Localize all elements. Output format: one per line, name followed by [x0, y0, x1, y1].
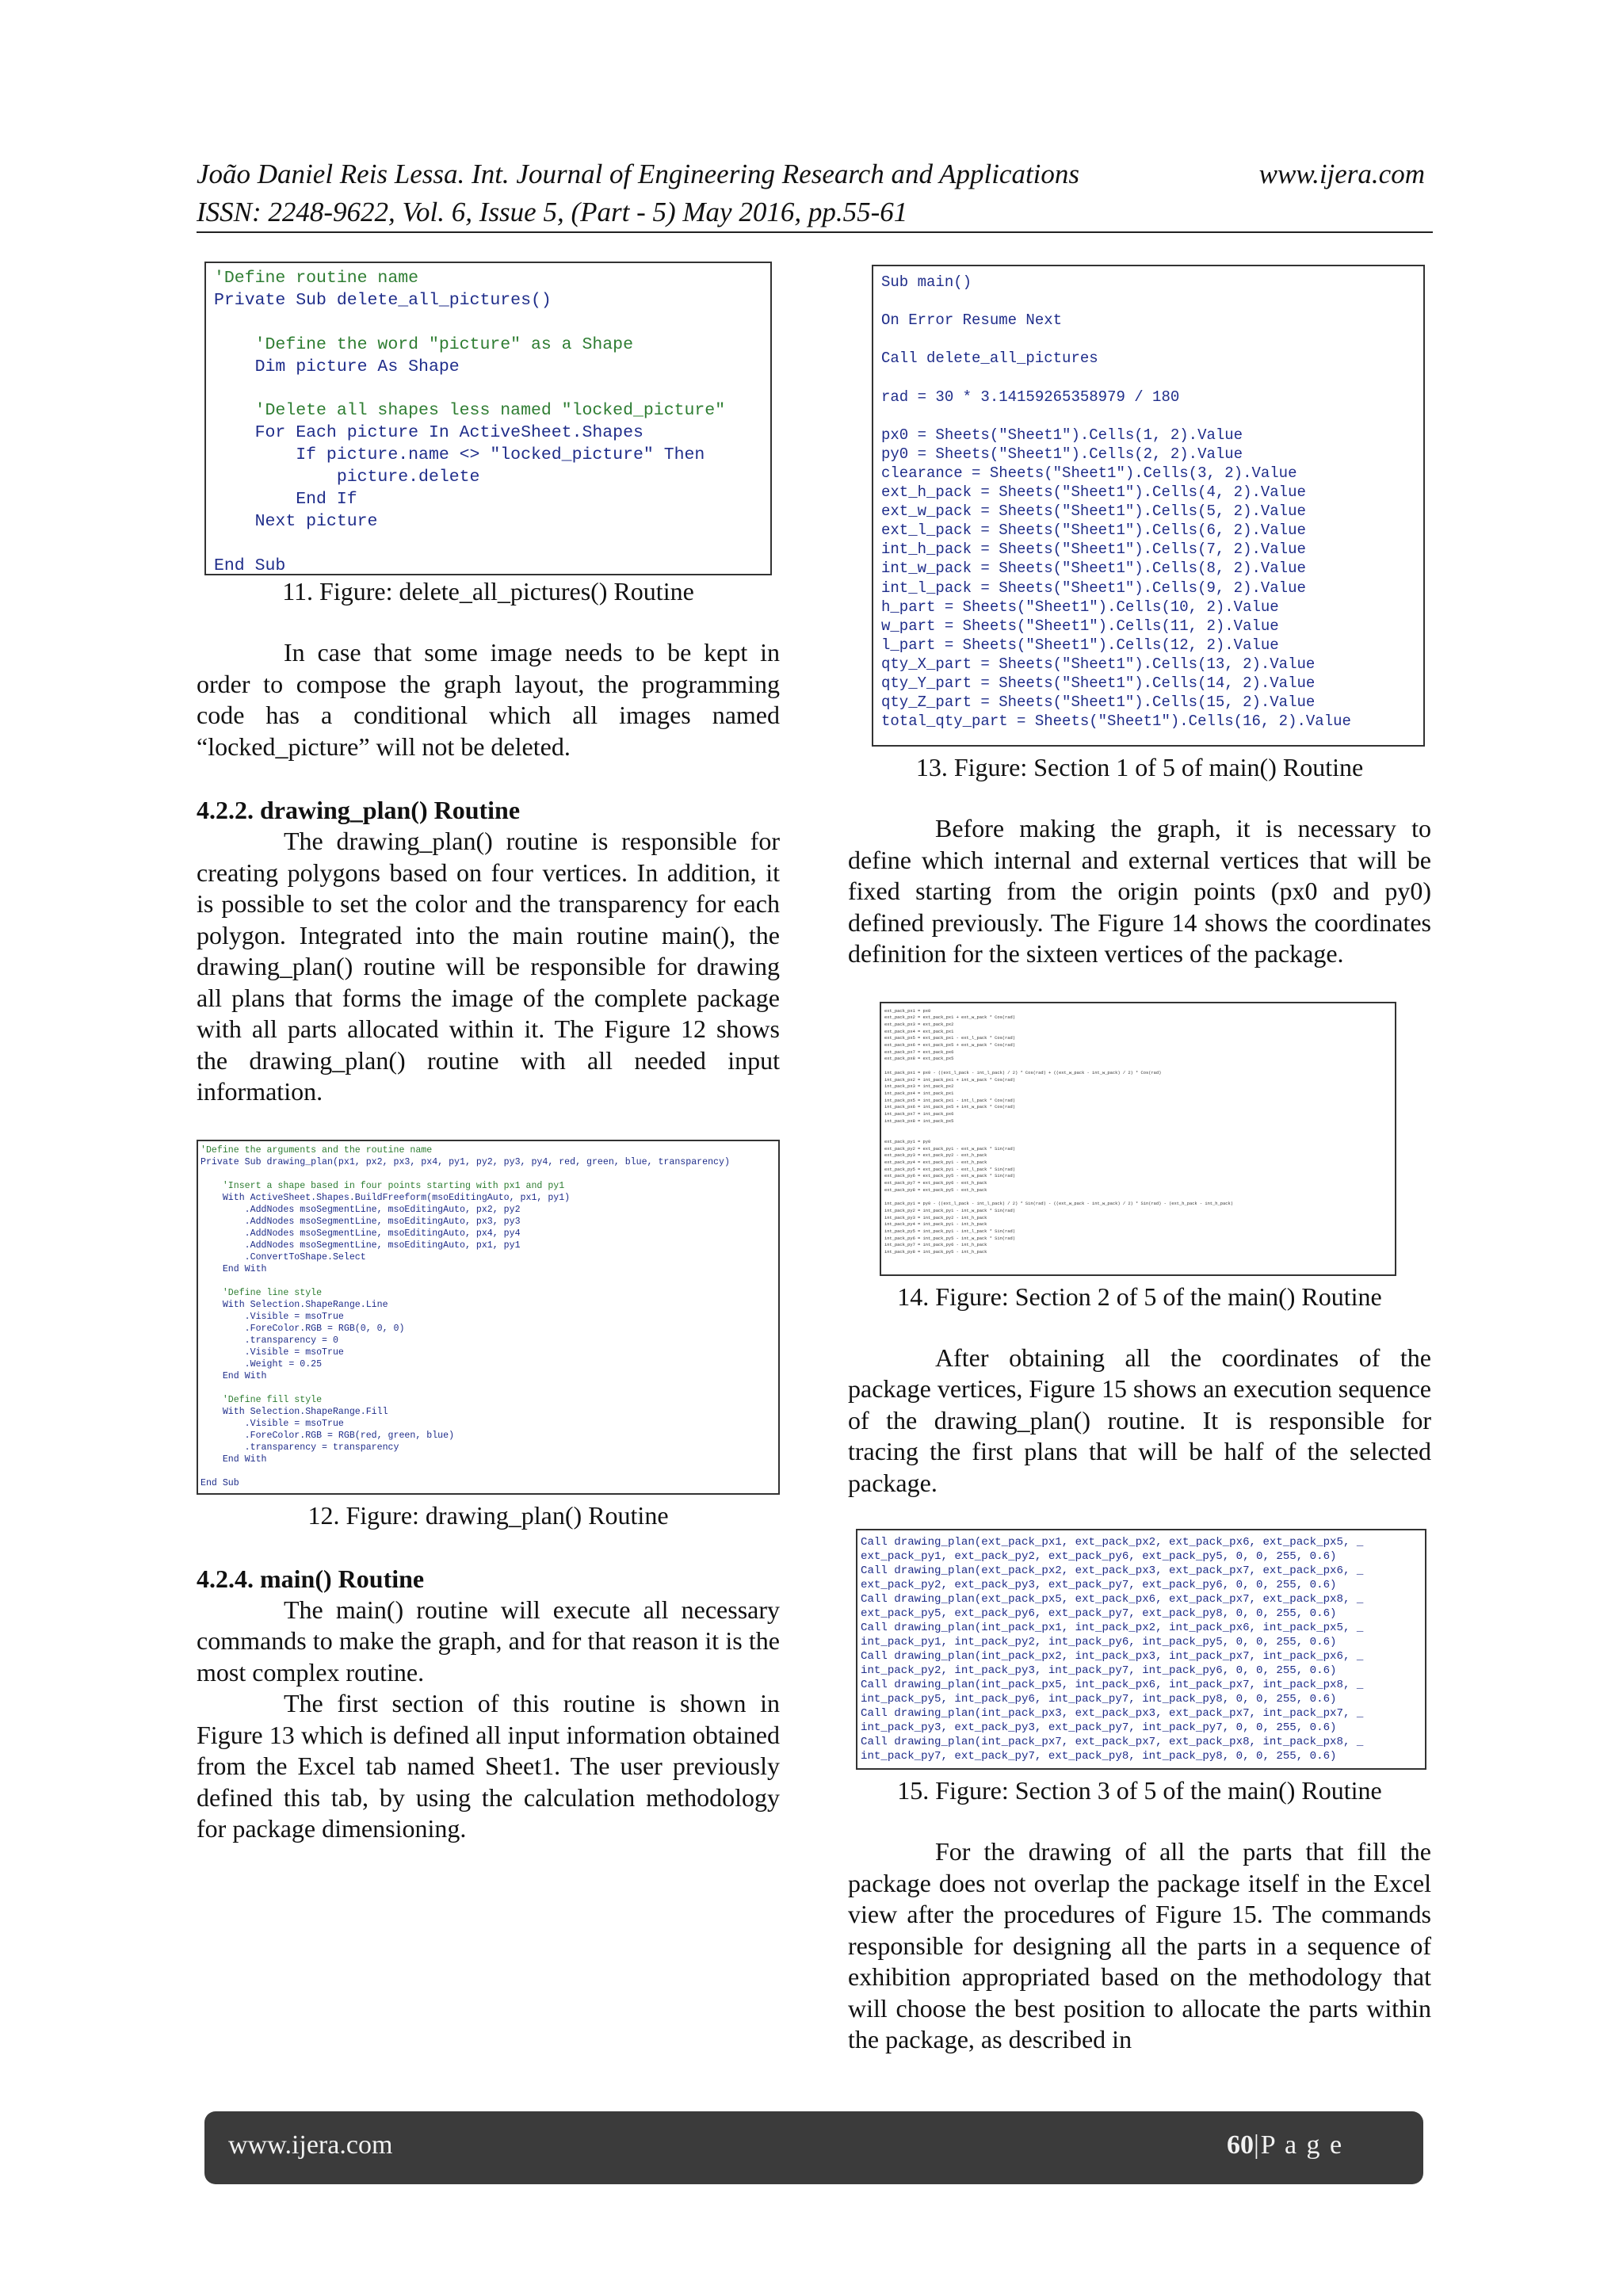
figure-14-caption: 14. Figure: Section 2 of 5 of the main() Routine [897, 1282, 1382, 1311]
figure-13-code [872, 265, 1425, 747]
code-line: ext_h_pack = Sheets("Sheet1").Cells(4, 2).Value [881, 483, 1306, 502]
code-line: ext_pack_py5 = ext_pack_py1 - ext_l_pack * Sin(rad) [884, 1167, 1015, 1172]
code-line: int_pack_px3 = int_pack_px2 [884, 1084, 954, 1090]
code-line: End Sub [200, 1477, 239, 1488]
code-line: End If [214, 490, 357, 510]
code-line: int_h_pack = Sheets("Sheet1").Cells(7, 2).Value [881, 541, 1306, 559]
code-listing [200, 1144, 776, 1489]
code-line: ext_pack_px1 = px0 [884, 1008, 931, 1014]
code-line: .ForeColor.RGB = RGB(red, green, blue) [200, 1430, 455, 1441]
code-line: Dim picture As Shape [214, 357, 460, 376]
code-line: 'Define the arguments and the routine name [200, 1144, 433, 1156]
figure-12-caption: 12. Figure: drawing_plan() Routine [307, 1500, 669, 1530]
code-line: int_pack_py6 = int_pack_py5 - int_w_pack * Sin(rad) [884, 1236, 1015, 1241]
figure-11-caption: 11. Figure: delete_all_pictures() Routine [282, 577, 694, 606]
header-citation: João Daniel Reis Lessa. Int. Journal of Engineering Research and Applications [197, 159, 1080, 189]
code-line: End With [200, 1263, 267, 1274]
code-line: .ConvertToShape.Select [200, 1251, 366, 1263]
code-line: w_part = Sheets("Sheet1").Cells(11, 2).Value [881, 617, 1279, 635]
code-line: int_pack_py7 = int_pack_py6 - int_h_pack [884, 1243, 987, 1248]
code-line: rad = 30 * 3.14159265358979 / 180 [881, 388, 1180, 406]
code-line: py0 = Sheets("Sheet1").Cells(2, 2).Value [881, 445, 1243, 463]
code-line: ext_pack_py7 = ext_pack_py6 - ext_h_pack [884, 1181, 987, 1186]
code-line: ext_pack_py3 = ext_pack_py2 - ext_h_pack [884, 1153, 987, 1159]
header-issn: ISSN: 2248-9622, Vol. 6, Issue 5, (Part - 5) May 2016, pp.55-61 [197, 197, 908, 227]
figure-14-code [880, 1002, 1396, 1276]
code-line: Next picture [214, 511, 378, 531]
code-line: ext_pack_py1 = py0 [884, 1139, 931, 1144]
code-line: ext_pack_px7 = ext_pack_px6 [884, 1049, 954, 1055]
code-line: Call drawing_plan(int_pack_px1, int_pack_px2, int_pack_px6, int_pack_px5, _ [861, 1622, 1364, 1634]
code-line [884, 1125, 1392, 1132]
code-line [884, 1132, 1392, 1139]
code-line: ext_pack_px8 = ext_pack_px5 [884, 1056, 954, 1062]
code-line: With ActiveSheet.Shapes.BuildFreeform(msoEditingAuto, px1, py1) [200, 1192, 571, 1203]
code-line: picture.delete [214, 468, 480, 487]
left-column [197, 262, 780, 1845]
paragraph: The drawing_plan() routine is responsible for creating polygons based on four vertices. In addition, it is possible to set the color and the transparency for each polygon. Integrated into the main routine main(), the drawing_plan() routine will be responsible for drawing all plans that forms the image of the complete package with all parts allocated within it. The Figure 12 shows the drawing_plan() routine with all needed input information. [197, 827, 780, 1106]
code-line: int_pack_py3 = int_pack_py2 - int_h_pack [884, 1215, 987, 1221]
code-line [200, 1275, 776, 1287]
code-line: .AddNodes msoSegmentLine, msoEditingAuto, px2, py2 [200, 1204, 521, 1215]
code-line: ext_pack_px6 = ext_pack_px5 + ext_w_pack * Cos(rad) [884, 1043, 1015, 1049]
code-line: With Selection.ShapeRange.Fill [200, 1406, 388, 1417]
code-line: ext_pack_py2, ext_pack_py3, ext_pack_py7, ext_pack_py6, 0, 0, 255, 0.6) [861, 1579, 1337, 1591]
code-line: ext_pack_py5, ext_pack_py6, ext_pack_py7, ext_pack_py8, 0, 0, 255, 0.6) [861, 1607, 1337, 1620]
code-line: End Sub [214, 556, 286, 575]
code-line: int_pack_py4 = int_pack_py1 - int_h_pack [884, 1222, 987, 1228]
code-line: clearance = Sheets("Sheet1").Cells(3, 2).Value [881, 464, 1297, 482]
code-line [881, 330, 1415, 349]
code-line: .ForeColor.RGB = RGB(0, 0, 0) [200, 1323, 405, 1334]
code-line [884, 1063, 1392, 1070]
code-line: int_pack_py5 = int_pack_py1 - int_l_pack * Sin(rad) [884, 1229, 1015, 1234]
code-line: 'Define line style [200, 1287, 323, 1298]
code-line: With Selection.ShapeRange.Line [200, 1299, 388, 1310]
code-line: int_pack_py2, int_pack_py3, int_pack_py7, int_pack_py6, 0, 0, 255, 0.6) [861, 1664, 1337, 1677]
code-line: l_part = Sheets("Sheet1").Cells(12, 2).Value [881, 636, 1279, 654]
code-line [214, 379, 762, 401]
code-line: h_part = Sheets("Sheet1").Cells(10, 2).Value [881, 598, 1279, 616]
code-line: int_pack_py1 = py0 - ((ext_l_pack - int_l_pack) / 2) * Sin(rad) - ((ext_w_pack - int_w_pack) / 2) * Sin(rad) - (ext_h_pack - int_h_pack) [884, 1201, 1233, 1207]
code-line: ext_pack_py6 = ext_pack_py5 - ext_w_pack * Sin(rad) [884, 1174, 1015, 1179]
code-line [214, 312, 762, 334]
paragraph: After obtaining all the coordinates of the package vertices, Figure 15 shows an execution sequence of the drawing_plan() routine. It is responsible for tracing the first plans that will be half of the selected package. [848, 1343, 1431, 1497]
code-line: px0 = Sheets("Sheet1").Cells(1, 2).Value [881, 426, 1243, 444]
paragraph: In case that some image needs to be kept in order to compose the graph layout, the programming code has a conditional which all images named “locked_picture” will not be deleted. [197, 638, 780, 761]
code-line: .Visible = msoTrue [200, 1347, 344, 1358]
code-line: Call drawing_plan(int_pack_px5, int_pack_px6, int_pack_px7, int_pack_px8, _ [861, 1679, 1364, 1691]
code-line: .AddNodes msoSegmentLine, msoEditingAuto, px3, py3 [200, 1216, 521, 1227]
code-line: Call drawing_plan(int_pack_px3, ext_pack_px3, ext_pack_px7, int_pack_px7, _ [861, 1707, 1364, 1720]
code-line: .Visible = msoTrue [200, 1418, 344, 1429]
code-line [881, 368, 1415, 387]
code-line: int_pack_py3, ext_pack_py3, ext_pack_py7, int_pack_py7, 0, 0, 255, 0.6) [861, 1721, 1337, 1734]
code-line: Private Sub delete_all_pictures() [214, 290, 552, 310]
code-line: Call drawing_plan(ext_pack_px1, ext_pack_px2, ext_pack_px6, ext_pack_px5, _ [861, 1536, 1364, 1549]
code-line: ext_pack_px3 = ext_pack_px2 [884, 1022, 954, 1027]
code-line: int_pack_px1 = px0 - ((ext_l_pack - int_l_pack) / 2) * Cos(rad) + ((ext_w_pack - int_w_pack) / 2) * Cos(rad) [884, 1070, 1162, 1075]
code-line: .transparency = 0 [200, 1335, 338, 1346]
code-line: int_pack_px7 = int_pack_px6 [884, 1112, 954, 1117]
code-line [200, 1168, 776, 1180]
code-line: ext_pack_py2 = ext_pack_py1 - ext_w_pack * Sin(rad) [884, 1146, 1015, 1152]
code-line: 'Define the word "picture" as a Shape [214, 334, 633, 354]
code-line: Call drawing_plan(int_pack_px7, ext_pack_px7, ext_pack_px8, int_pack_px8, _ [861, 1736, 1364, 1748]
code-line: qty_X_part = Sheets("Sheet1").Cells(13, 2).Value [881, 655, 1316, 673]
code-line: int_pack_py5, int_pack_py6, int_pack_py7, int_pack_py8, 0, 0, 255, 0.6) [861, 1693, 1337, 1706]
figure-12-code [197, 1140, 780, 1495]
figure-13-caption: 13. Figure: Section 1 of 5 of main() Routine [915, 753, 1364, 781]
code-line: int_pack_py2 = int_pack_py1 - int_w_pack * Sin(rad) [884, 1208, 1015, 1213]
code-line: 'Define routine name [214, 269, 419, 288]
page-number-label [1227, 2130, 1343, 2160]
code-line: ext_w_pack = Sheets("Sheet1").Cells(5, 2).Value [881, 502, 1306, 521]
code-line: ext_l_pack = Sheets("Sheet1").Cells(6, 2).Value [881, 521, 1306, 540]
code-line: 'Delete all shapes less named "locked_picture" [214, 401, 726, 421]
code-line: ext_pack_py4 = ext_pack_py1 - ext_h_pack [884, 1159, 987, 1165]
code-line: .AddNodes msoSegmentLine, msoEditingAuto, px1, py1 [200, 1240, 521, 1251]
code-line: qty_Y_part = Sheets("Sheet1").Cells(14, 2).Value [881, 674, 1316, 692]
code-line [214, 533, 762, 556]
figure-11-code [204, 262, 772, 575]
code-line: int_pack_px6 = int_pack_px5 + int_w_pack * Cos(rad) [884, 1105, 1015, 1110]
header-divider [197, 231, 1433, 233]
header-website: www.ijera.com [1258, 159, 1425, 189]
footer-website: www.ijera.com [228, 2130, 393, 2160]
figure-15-caption: 15. Figure: Section 3 of 5 of the main() Routine [897, 1776, 1382, 1805]
code-line: int_pack_py1, int_pack_py2, int_pack_py6, int_pack_py5, 0, 0, 255, 0.6) [861, 1636, 1337, 1648]
code-line: Sub main() [881, 273, 972, 291]
code-line: Call drawing_plan(ext_pack_px5, ext_pack_px6, ext_pack_px7, ext_pack_px8, _ [861, 1593, 1364, 1606]
code-line: int_pack_px5 = int_pack_px1 - int_l_pack * Cos(rad) [884, 1098, 1015, 1103]
paragraph: For the drawing of all the parts that fill the package does not overlap the package itself in the Excel view after the procedures of Figure 15. The commands responsible for designing all the parts in a sequence of exhibition appropriated based on the methodology that will choose the best position to allocate the parts within the package, as described in [848, 1837, 1431, 2053]
paragraph: Before making the graph, it is necessary to define which internal and external vertices that will be fixed starting from the origin points (px0 and py0) defined previously. The Figure 14 shows the coordinates definition for the sixteen vertices of the package. [848, 814, 1431, 968]
code-line: ext_pack_px2 = ext_pack_px1 + ext_w_pack * Cos(rad) [884, 1015, 1015, 1021]
code-line: .transparency = transparency [200, 1442, 399, 1453]
code-listing [861, 1535, 1422, 1763]
code-line [200, 1382, 776, 1394]
section-heading-4-2-2: 4.2.2. drawing_plan() Routine [197, 796, 521, 824]
code-line: int_pack_px8 = int_pack_px5 [884, 1118, 954, 1124]
figure-15-code [856, 1529, 1426, 1770]
code-line: Private Sub drawing_plan(px1, px2, px3, px4, py1, py2, py3, py4, red, green, blue, transparency) [200, 1156, 730, 1167]
section-heading-4-2-4: 4.2.4. main() Routine [197, 1564, 425, 1593]
code-line: On Error Resume Next [881, 311, 1063, 330]
code-line: int_l_pack = Sheets("Sheet1").Cells(9, 2).Value [881, 579, 1306, 597]
right-column [848, 265, 1431, 2056]
code-line [200, 1465, 776, 1477]
code-line [884, 1194, 1392, 1201]
code-line: 'Define fill style [200, 1394, 323, 1405]
code-line: If picture.name <> "locked_picture" Then [214, 445, 705, 465]
code-line: End With [200, 1370, 267, 1381]
code-line: .Visible = msoTrue [200, 1311, 344, 1322]
code-line [881, 292, 1415, 311]
code-line: .AddNodes msoSegmentLine, msoEditingAuto, px4, py4 [200, 1228, 521, 1239]
page-number: 60 [1227, 2130, 1254, 2160]
code-line [881, 407, 1415, 426]
code-line: End With [200, 1454, 267, 1465]
code-line: ext_pack_px5 = ext_pack_px1 - ext_l_pack * Cos(rad) [884, 1036, 1015, 1041]
code-line: qty_Z_part = Sheets("Sheet1").Cells(15, 2).Value [881, 693, 1316, 712]
code-line: .Weight = 0.25 [200, 1358, 323, 1370]
code-line: int_pack_px2 = int_pack_px1 + int_w_pack * Cos(rad) [884, 1077, 1015, 1083]
paragraph: The main() routine will execute all necessary commands to make the graph, and for that reason it is the most complex routine. [197, 1595, 780, 1687]
code-line: int_pack_py7, ext_pack_py7, ext_pack_py8, int_pack_py8, 0, 0, 255, 0.6) [861, 1750, 1337, 1763]
code-listing [881, 273, 1415, 731]
code-line: ext_pack_py8 = ext_pack_py5 - ext_h_pack [884, 1187, 987, 1193]
code-line: Call drawing_plan(int_pack_px2, int_pack_px3, int_pack_px7, int_pack_px6, _ [861, 1650, 1364, 1663]
code-line: ext_pack_px4 = ext_pack_px1 [884, 1029, 954, 1034]
code-line: int_pack_py8 = int_pack_py5 - int_h_pack [884, 1250, 987, 1255]
code-line: Call drawing_plan(ext_pack_px2, ext_pack_px3, ext_pack_px7, ext_pack_px6, _ [861, 1564, 1364, 1577]
code-line: int_w_pack = Sheets("Sheet1").Cells(8, 2).Value [881, 560, 1306, 578]
code-line: total_qty_part = Sheets("Sheet1").Cells(16, 2).Value [881, 712, 1351, 731]
code-line: 'Insert a shape based in four points starting with px1 and py1 [200, 1180, 565, 1191]
page-label: |P a g e [1254, 2130, 1344, 2160]
code-line: For Each picture In ActiveSheet.Shapes [214, 423, 643, 443]
page-header [197, 155, 1431, 231]
code-line: int_pack_px4 = int_pack_px1 [884, 1091, 954, 1096]
code-listing [214, 268, 762, 575]
page-footer [204, 2111, 1423, 2184]
code-line: ext_pack_py1, ext_pack_py2, ext_pack_py6, ext_pack_py5, 0, 0, 255, 0.6) [861, 1550, 1337, 1563]
code-line: Call delete_all_pictures [881, 350, 1098, 368]
paragraph: The first section of this routine is shown in Figure 13 which is defined all input information obtained from the Excel tab named Sheet1. The user previously defined this tab, by using the calculation methodology for package dimensioning. [197, 1689, 780, 1843]
code-listing [884, 1008, 1392, 1256]
